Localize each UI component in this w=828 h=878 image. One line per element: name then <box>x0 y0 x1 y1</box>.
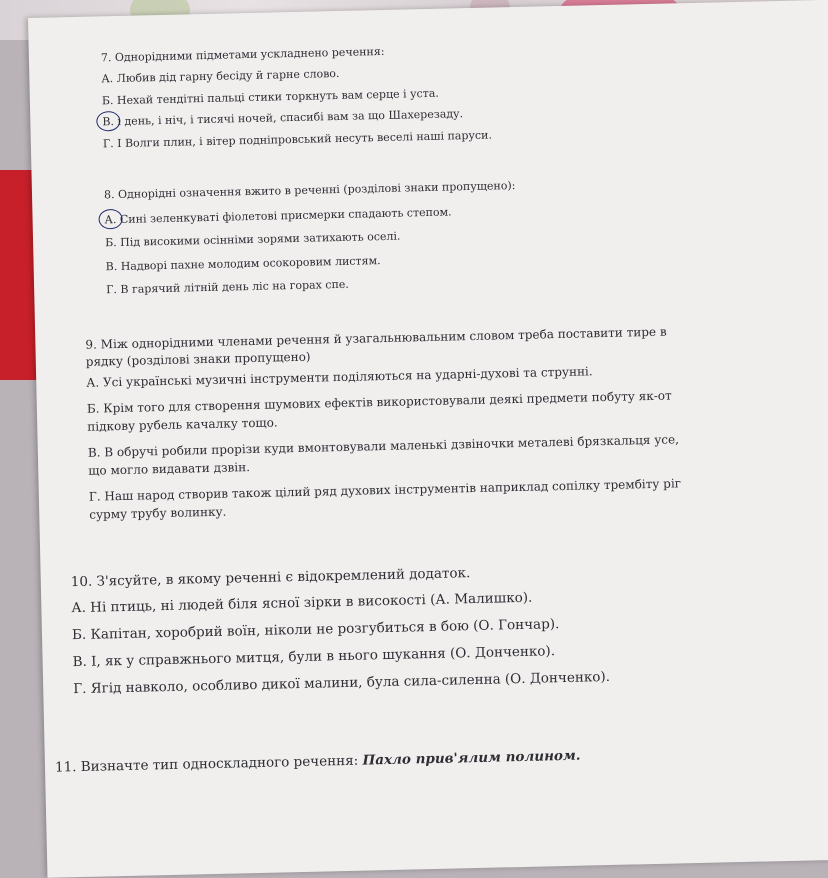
question-7-option-b: Б. Нехай тендітні пальці стики торкнуть вам серце і уста. <box>101 86 440 108</box>
question-10-option-a: А. Ні птиць, ні людей біля ясної зірки в високості (А. Малишко). <box>71 589 533 617</box>
question-9-option-b-cont: підкову рубель качалку тощо. <box>87 415 278 434</box>
question-9-option-c-cont: що могло видавати дзвін. <box>88 460 251 478</box>
question-7-title: 7. Однорідними підметами ускладнено речення: <box>100 44 385 65</box>
question-7-option-a: А. Любив дід гарну бесіду й гарне слово. <box>101 66 340 86</box>
question-11-title: 11. Визначте тип односкладного речення: <box>54 752 359 776</box>
question-7-option-c: В. і день, і ніч, і тисячі ночей, спасибі вам за що Шахерезаду. <box>102 107 464 129</box>
question-9-option-d-cont: сурму трубу волинку. <box>89 504 227 522</box>
question-9-title: 9. Між однорідними членами речення й узагальнювальним словом треба поставити тире в <box>85 324 667 352</box>
question-8-title: 8. Однорідні означення вжито в реченні (розділові знаки пропущено): <box>103 178 516 202</box>
question-10-option-b: Б. Капітан, хоробрий воїн, ніколи не розгубиться в бою (О. Гончар). <box>71 616 560 644</box>
question-8-option-b: Б. Під високими осінніми зорями затихають оселі. <box>104 229 401 250</box>
question-9-option-d: Г. Наш народ створив також цілий ряд духових інструментів наприклад сопілку трембіту ріг <box>88 476 682 504</box>
question-10-option-c: В. І, як у справжнього митця, були в нього шукання (О. Донченко). <box>72 643 556 671</box>
worksheet-paper <box>28 0 828 878</box>
question-8-option-c: В. Надворі пахне молодим осокоровим листям. <box>105 254 381 274</box>
question-8-option-a: А. Сині зеленкуваті фіолетові присмерки спадають степом. <box>104 205 452 227</box>
question-9-option-c: В. В обручі робили прорізи куди вмонтовували маленькі дзвіночки металеві брязкальця усе, <box>87 432 680 460</box>
question-7-option-d: Г. І Волги плин, і вітер подніпровський несуть веселі наші паруси. <box>102 128 493 151</box>
answer-circle-mark <box>96 111 120 132</box>
question-10-title: 10. З'ясуйте, в якому реченні є відокремлений додаток. <box>70 565 471 591</box>
question-8-option-d: Г. В гарячий літній день ліс на горах спе. <box>106 277 349 297</box>
question-9-option-a: А. Усі українські музичні інструменти поділяються на ударні-духові та струнні. <box>86 364 593 390</box>
question-11-sentence: Пахло прив'ялим полином. <box>362 747 581 769</box>
question-9-option-b: Б. Крім того для створення шумових ефектів використовували деякі предмети побуту як-от <box>86 388 672 416</box>
question-11 <box>55 748 581 776</box>
answer-circle-mark <box>98 209 122 230</box>
question-10-option-d: Г. Ягід навколо, особливо дикої малини, була сила-силенна (О. Донченко). <box>73 668 611 698</box>
question-9-title-cont: рядку (розділові знаки пропущено) <box>85 349 311 369</box>
